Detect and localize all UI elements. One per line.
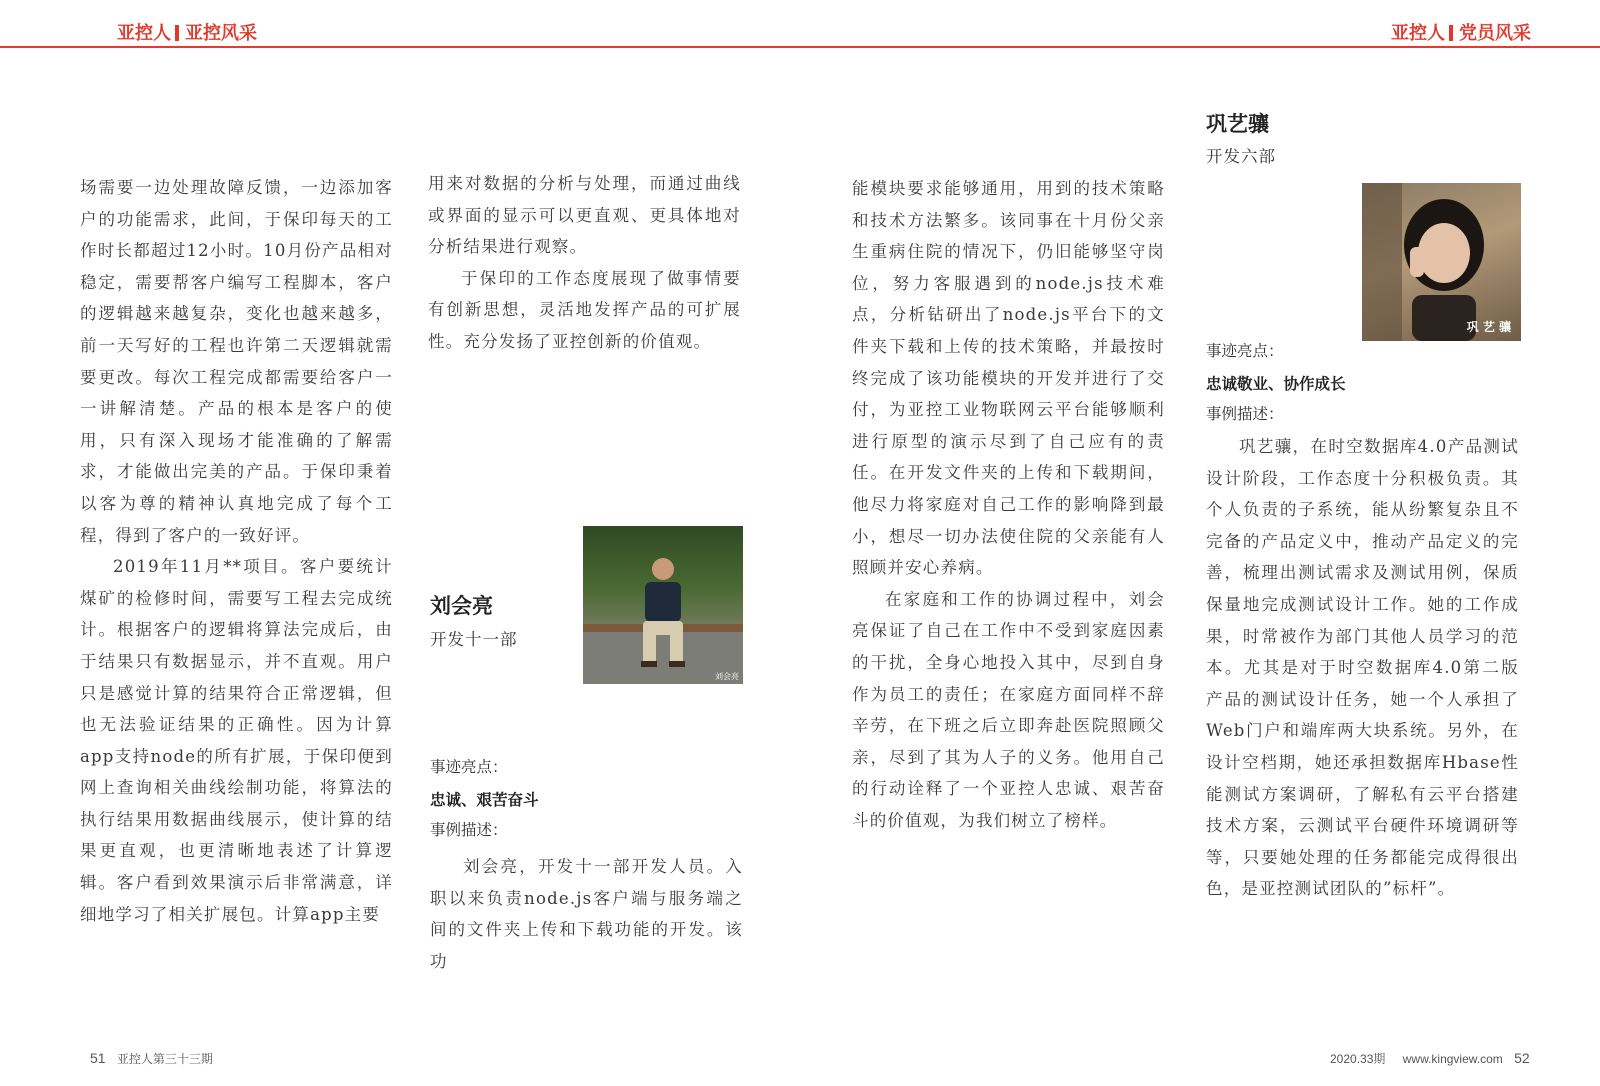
header-right-brand: 亚控人	[1391, 23, 1445, 44]
desc-label-liu: 事例描述：	[430, 821, 508, 840]
highlight-label-gong: 事迹亮点：	[1206, 342, 1284, 360]
header-right-title	[1391, 22, 1531, 46]
desc-label-gong: 事例描述：	[1206, 405, 1284, 424]
column-2-paragraph: 于保印的工作态度展现了做事情要有创新思想，灵活地发挥产品的可扩展性。充分发扬了亚控创新的价值观。	[428, 268, 741, 351]
header-rule-left	[0, 46, 800, 48]
desc-text-liu: 刘会亮，开发十一部开发人员。入职以来负责node.js客户端与服务端之间的文件夹上传和下载功能的开发。该功	[430, 857, 743, 971]
column-2-paragraph: 用来对数据的分析与处理，而通过曲线或界面的显示可以更直观、更具体地对分析结果进行观察。	[428, 174, 741, 257]
column-1-paragraph: 2019年11月**项目。客户要统计煤矿的检修时间，需要写工程去完成统计。根据客户的逻辑将算法完成后，由于结果只有数据显示，并不直观。用户只是感觉计算的结果符合正常逻辑，但也无法验证结果的正确性。因为计算app支持node的所有扩展，于保印便到网上查询相关曲线绘制功能，将算法的执行结果用数据曲线展示，使计算的结果更直观，也更清晰地表述了计算逻辑。客户看到效果演示后非常满意，详细地学习了相关扩展包。计算app主要	[80, 557, 393, 924]
column-2-text	[428, 168, 741, 358]
issue-label-right: 2020.33期	[1330, 1052, 1386, 1066]
photo-caption-liu: 刘会亮	[715, 672, 739, 681]
column-3-text	[852, 173, 1165, 836]
website-url: www.kingview.com	[1402, 1052, 1503, 1066]
page-number-right: 52	[1514, 1050, 1530, 1066]
header-left-section: 亚控风采	[185, 23, 257, 44]
profile-name-gong: 巩艺骧	[1206, 111, 1269, 136]
photo-liu	[583, 526, 743, 684]
highlight-text-gong: 忠诚敬业、协作成长	[1206, 373, 1346, 393]
photo-caption-gong: 巩 艺 骧	[1466, 320, 1511, 334]
footer-left	[90, 1049, 213, 1068]
person-figure-liu	[583, 526, 743, 684]
column-3-paragraph: 在家庭和工作的协调过程中，刘会亮保证了自己在工作中不受到家庭因素的干扰，全身心地投入其中，尽到自身作为员工的责任；在家庭方面同样不辞辛劳，在下班之后立即奔赴医院照顾父亲，尽到了其为人子的义务。他用自己的行动诠释了一个亚控人忠诚、艰苦奋斗的价值观，为我们树立了榜样。	[852, 589, 1165, 830]
footer-right	[1330, 1049, 1530, 1068]
header-left-brand: 亚控人	[117, 23, 171, 44]
issue-label-left: 亚控人第三十三期	[116, 1052, 213, 1066]
header-rule-right	[800, 46, 1600, 48]
profile-dept-liu: 开发十一部	[430, 630, 518, 649]
profile-meta-liu	[430, 752, 750, 847]
column-3-paragraph: 能模块要求能够通用，用到的技术策略和技术方法繁多。该同事在十月份父亲生重病住院的情况下，仍旧能够坚守岗位，努力客服遇到的node.js技术难点，分析钻研出了node.js平台下的文件夹下载和上传的技术策略，并最按时终完成了该功能模块的开发并进行了交付，为亚控工业物联网云平台能够顺利进行原型的演示尽到了自己应有的责任。在开发文件夹的上传和下载期间，他尽力将家庭对自己工作的影响降到最小，想尽一切办法使住院的父亲能有人照顾并安心养病。	[852, 179, 1165, 578]
header-left-title	[117, 22, 257, 46]
highlight-label-liu: 事迹亮点：	[430, 758, 508, 776]
column-1-paragraph: 场需要一边处理故障反馈，一边添加客户的功能需求，此间，于保印每天的工作时长都超过12小时。10月份产品相对稳定，需要帮客户编写工程脚本，客户的逻辑越来越复杂，变化也越来越多，前一天写好的工程也许第二天逻辑就需要更改。每次工程完成都需要给客户一一讲解清楚。产品的根本是客户的使用，只有深入现场才能准确的了解需求，才能做出完美的产品。于保印秉着以客为尊的精神认真地完成了每个工程，得到了客户的一致好评。	[80, 178, 393, 545]
header-left-divider	[175, 25, 179, 41]
desc-text-gong: 巩艺骧，在时空数据库4.0产品测试设计阶段，工作态度十分积极负责。其个人负责的子系统，能从纷繁复杂且不完备的产品定义中，推动产品定义的完善，梳理出测试需求及测试用例，保质保量地完成测试设计工作。她的工作成果，时常被作为部门其他人员学习的范本。尤其是对于时空数据库4.0第二版产品的测试设计任务，她一个人承担了Web门户和端库两大块系统。另外，在设计空档期，她还承担数据库Hbase性能测试方案调研，了解私有云平台搭建技术方案，云测试平台硬件环境调研等等，只要她处理的任务都能完成得很出色，是亚控测试团队的”标杆”。	[1206, 437, 1519, 899]
profile-name-liu: 刘会亮	[430, 593, 493, 618]
profile-meta-gong	[1206, 336, 1526, 431]
photo-gong	[1362, 183, 1521, 341]
column-1-text	[80, 172, 393, 930]
highlight-text-liu: 忠诚、艰苦奋斗	[430, 789, 539, 809]
page-number-left: 51	[90, 1050, 106, 1066]
header-right-divider	[1449, 25, 1453, 41]
header-right-section: 党员风采	[1459, 23, 1531, 44]
profile-dept-gong: 开发六部	[1206, 147, 1276, 166]
